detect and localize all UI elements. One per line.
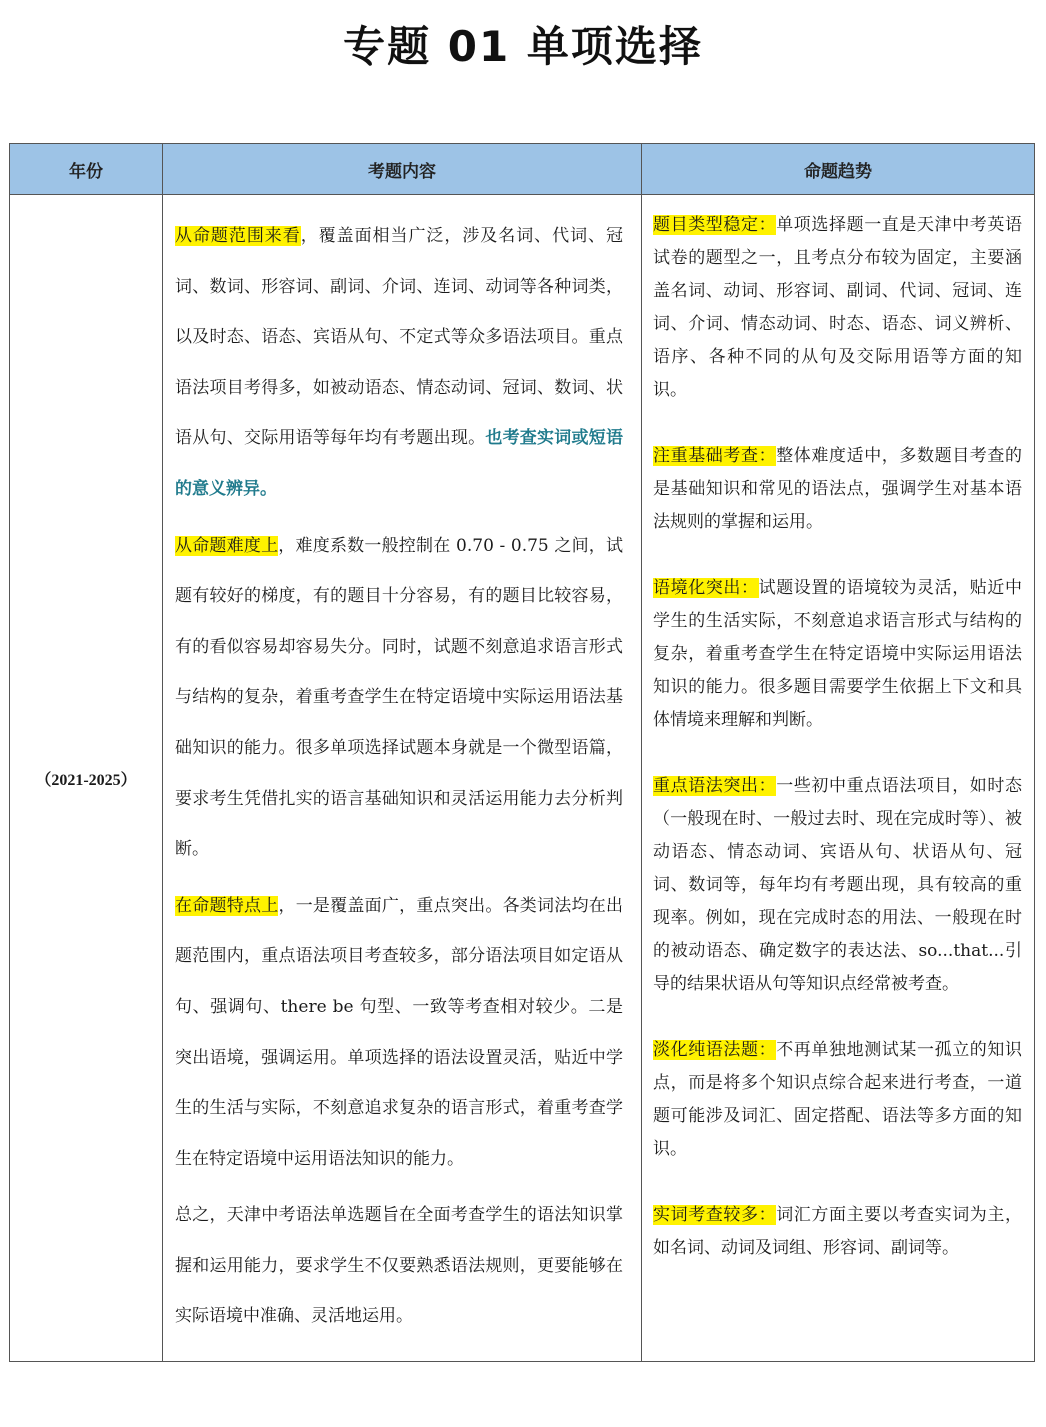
highlight-label: 语境化突出： [653, 578, 759, 598]
trend-item [653, 572, 1022, 737]
content-paragraph-summary [175, 1190, 623, 1342]
highlight-label: 实词考查较多： [653, 1205, 777, 1225]
highlight-label: 题目类型稳定： [653, 215, 777, 235]
highlight-label: 在命题特点上 [175, 895, 279, 916]
emphasis-text: 也考查实词或短语的意义辨异。 [175, 428, 624, 499]
trend-item [653, 770, 1022, 1001]
page-title: 专题 01 单项选择 [343, 22, 703, 71]
highlight-label: 从命题范围来看 [175, 226, 301, 246]
trend-text: 整体难度适中，多数题目考查的是基础知识和常见的语法点，强调学生对基本语法规则的掌握和运用。 [653, 446, 1023, 532]
trend-text: 单项选择题一直是天津中考英语试卷的题型之一，且考点分布较为固定，主要涵盖名词、动词、形容词、副词、代词、冠词、连词、介词、情态动词、时态、语态、词义辨析、语序、各种不同的从句及交际用语等方面的知识。 [653, 215, 1023, 400]
content-cell [163, 195, 642, 1362]
trend-text: 试题设置的语境较为灵活，贴近中学生的生活实际，不刻意追求语言形式与结构的复杂，着重考查学生在特定语境中实际运用语法知识的能力。很多题目需要学生依据上下文和具体情境来理解和判断。 [653, 578, 1023, 730]
trend-text: 词汇方面主要以考查实词为主，如名词、动词及词组、形容词、副词等。 [653, 1205, 1023, 1258]
highlight-label: 重点语法突出： [653, 776, 777, 796]
header-content: 考题内容 [163, 144, 642, 195]
highlight-label: 淡化纯语法题： [653, 1040, 777, 1060]
year-cell: （2021-2025） [10, 195, 163, 1362]
content-paragraph-features [175, 881, 623, 1185]
highlight-label: 从命题难度上 [175, 535, 279, 556]
paragraph-text: ，一是覆盖面广，重点突出。各类词法均在出题范围内，重点语法项目考查较多，部分语法项目如定语从句、强调句、there be 句型、一致等考查相对较少。二是突出语境，强调运用。单项选择的语法设置灵活，贴近中学生的生活与实际，不刻意追求复杂的语言形式，着重考查学生在特定语境中运用语法知识的能力。 [175, 895, 624, 1169]
table-header-row [10, 144, 1035, 195]
trend-item [653, 1034, 1022, 1166]
trend-item [653, 440, 1022, 539]
content-paragraph-difficulty [175, 521, 623, 875]
paragraph-text: 总之，天津中考语法单选题旨在全面考查学生的语法知识掌握和运用能力，要求学生不仅要熟悉语法规则，更要能够在实际语境中准确、灵活地运用。 [175, 1205, 623, 1327]
table-row [10, 195, 1035, 1362]
trend-item [653, 1199, 1022, 1265]
trend-item [653, 209, 1022, 407]
content-paragraph-scope [175, 211, 623, 515]
header-year: 年份 [10, 144, 163, 195]
paragraph-text: ，难度系数一般控制在 0.70 - 0.75 之间，试题有较好的梯度，有的题目十分容易，有的题目比较容易，有的看似容易却容易失分。同时，试题不刻意追求语言形式与结构的复杂，着重考查学生在特定语境中实际运用语法基础知识的能力。很多单项选择试题本身就是一个微型语篇，要求考生凭借扎实的语言基础知识和灵活运用能力去分析判断。 [175, 535, 624, 860]
exam-analysis-table [9, 143, 1035, 1362]
header-trend: 命题趋势 [642, 144, 1035, 195]
trend-cell [642, 195, 1035, 1362]
highlight-label: 注重基础考查： [653, 446, 777, 466]
trend-text: 不再单独地测试某一孤立的知识点，而是将多个知识点综合起来进行考查，一道题可能涉及词汇、固定搭配、语法等多方面的知识。 [653, 1040, 1023, 1159]
paragraph-text: ，覆盖面相当广泛，涉及名词、代词、冠词、数词、形容词、副词、介词、连词、动词等各种词类，以及时态、语态、宾语从句、不定式等众多语法项目。重点语法项目考得多，如被动语态、情态动词、冠词、数词、状语从句、交际用语等每年均有考题出现。 [175, 226, 624, 449]
trend-text: 一些初中重点语法项目，如时态（一般现在时、一般过去时、现在完成时等）、被动语态、情态动词、宾语从句、状语从句、冠词、数词等，每年均有考题出现，具有较高的重现率。例如，现在完成时态的用法、一般现在时的被动语态、确定数字的表达法、so...that...引导的结果状语从句等知识点经常被考查。 [653, 776, 1023, 994]
